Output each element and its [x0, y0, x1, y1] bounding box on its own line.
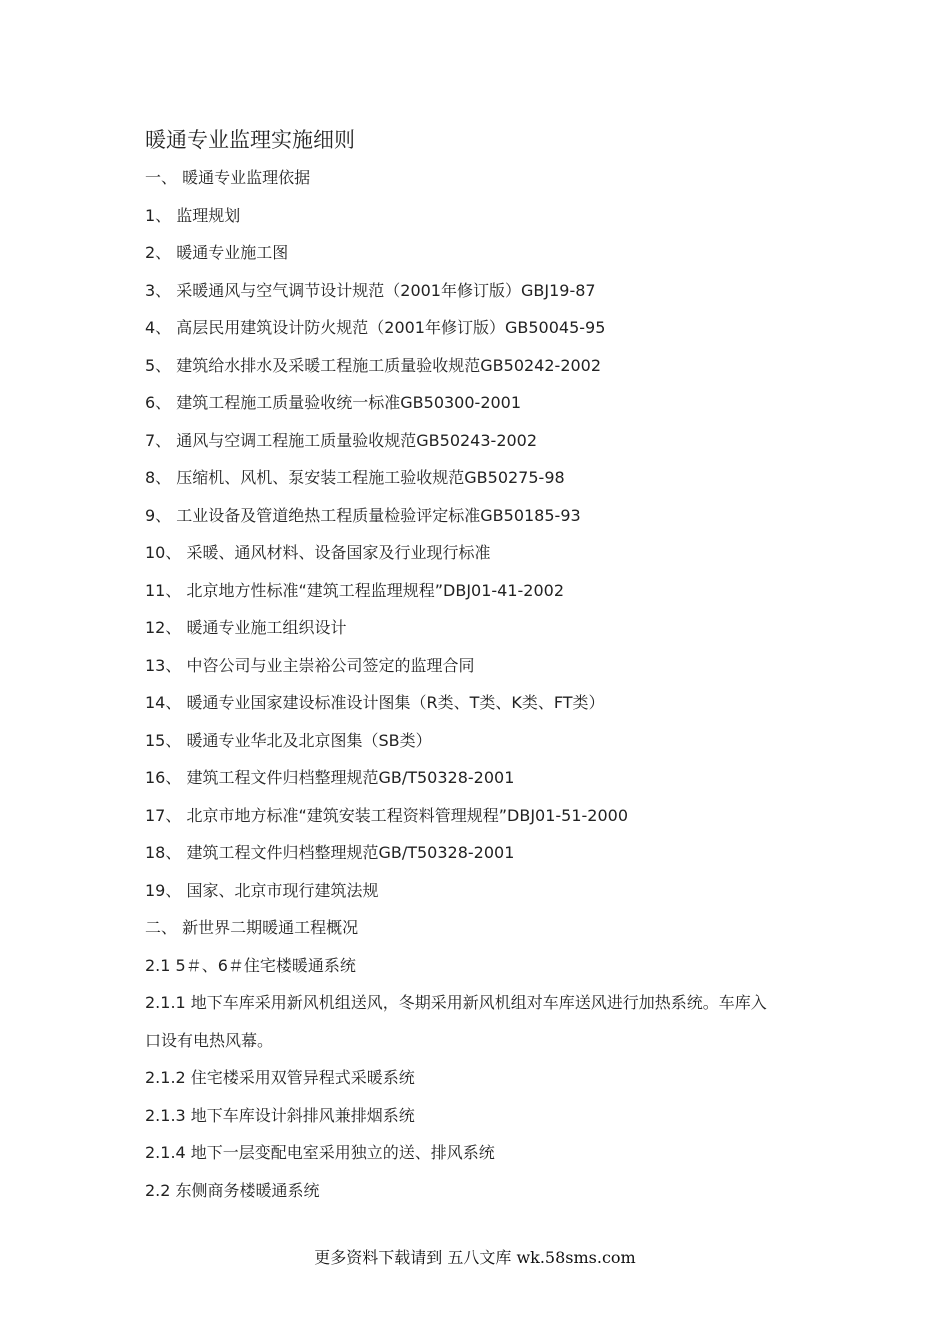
page-footer: 更多资料下载请到 五八文库 wk.58sms.com: [314, 1248, 636, 1267]
paragraph-line: 口设有电热风幕。: [145, 1030, 274, 1050]
subsection-heading: 2.1 5＃、6＃住宅楼暖通系统: [145, 955, 356, 975]
paragraph-line: 2.1.4 地下一层变配电室采用独立的送、排风系统: [145, 1143, 495, 1162]
subsection-heading: 2.2 东侧商务楼暖通系统: [145, 1180, 320, 1200]
paragraph-line: 2.1.3 地下车库设计斜排风兼排烟系统: [145, 1105, 415, 1125]
paragraph-line: 2.1.2 住宅楼采用双管异程式采暖系统: [145, 1068, 415, 1087]
paragraph-line: 2.1.1 地下车库采用新风机组送风，冬期采用新风机组对车库送风进行加热系统。车库入: [145, 993, 767, 1012]
list-item: 18、 建筑工程文件归档整理规范GB/T50328-2001: [145, 843, 515, 862]
list-item: 3、 采暖通风与空气调节设计规范（2001年修订版）GBJ19-87: [145, 280, 596, 300]
list-item: 14、 暖通专业国家建设标准设计图集（R类、T类、K类、FT类）: [145, 693, 605, 712]
list-item: 11、 北京地方性标准“建筑工程监理规程”DBJ01-41-2002: [145, 580, 565, 600]
list-item: 16、 建筑工程文件归档整理规范GB/T50328-2001: [145, 768, 515, 787]
document-title: 暖通专业监理实施细则: [145, 128, 355, 152]
list-item: 9、 工业设备及管道绝热工程质量检验评定标准GB50185-93: [145, 505, 581, 525]
section-heading: 二、 新世界二期暖通工程概况: [145, 918, 359, 937]
section-heading: 一、 暖通专业监理依据: [145, 168, 311, 187]
list-item: 6、 建筑工程施工质量验收统一标准GB50300-2001: [145, 393, 522, 412]
list-item: 17、 北京市地方标准“建筑安装工程资料管理规程”DBJ01-51-2000: [145, 805, 629, 825]
list-item: 4、 高层民用建筑设计防火规范（2001年修订版）GB50045-95: [145, 318, 606, 337]
list-item: 10、 采暖、通风材料、设备国家及行业现行标准: [145, 543, 491, 562]
list-item: 1、 监理规划: [145, 205, 241, 225]
list-item: 19、 国家、北京市现行建筑法规: [145, 880, 379, 900]
list-item: 7、 通风与空调工程施工质量验收规范GB50243-2002: [145, 430, 538, 450]
list-item: 12、 暖通专业施工组织设计: [145, 618, 347, 637]
list-item: 2、 暖通专业施工图: [145, 243, 289, 262]
document-body: [145, 159, 825, 1209]
list-item: 8、 压缩机、风机、泵安装工程施工验收规范GB50275-98: [145, 468, 565, 487]
list-item: 5、 建筑给水排水及采暖工程施工质量验收规范GB50242-2002: [145, 355, 602, 375]
list-item: 15、 暖通专业华北及北京图集（SB类）: [145, 730, 432, 750]
list-item: 13、 中咨公司与业主崇裕公司签定的监理合同: [145, 655, 475, 675]
